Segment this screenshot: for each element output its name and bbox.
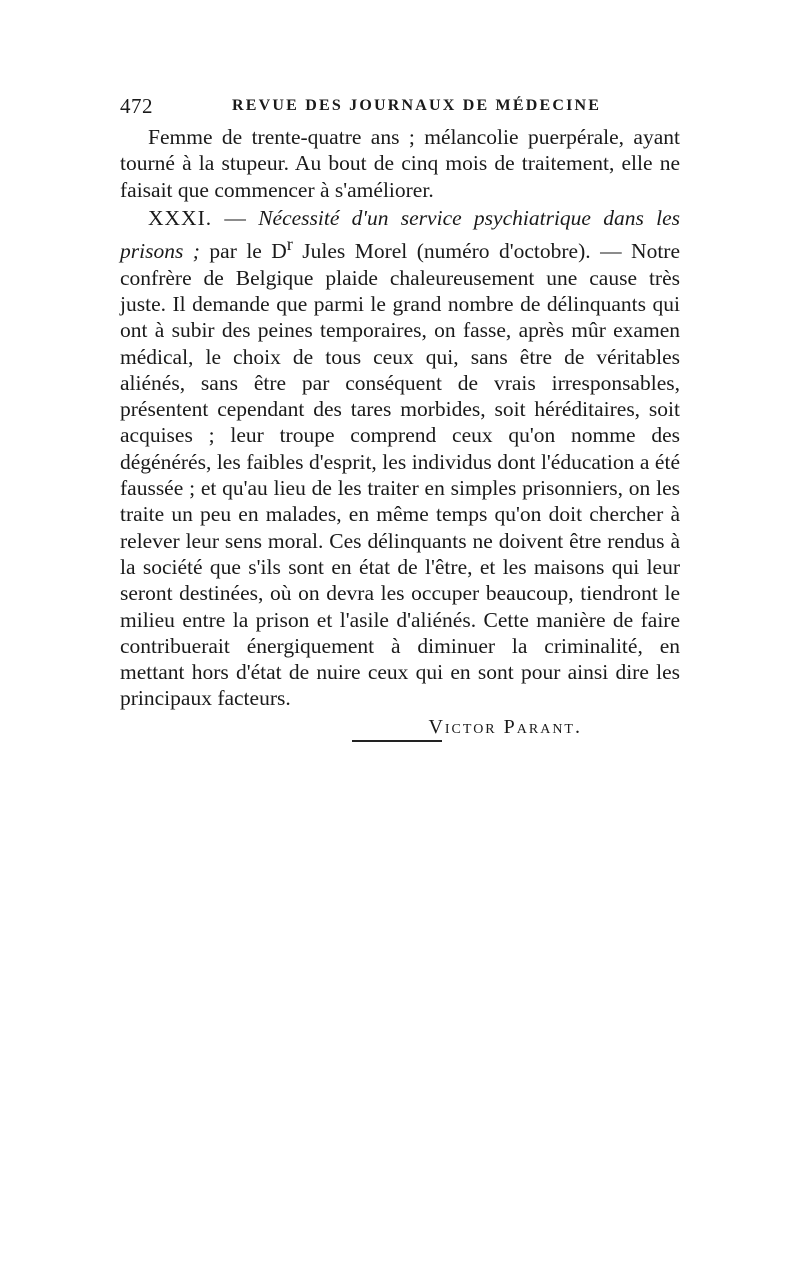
page-number: 472 (120, 94, 153, 118)
body-text (120, 124, 680, 740)
author-superscript: r (286, 234, 293, 255)
paragraph-2-body: — Notre confrère de Belgique plaide chaleureusement une cause très juste. Il demande que parmi le grand nombre de délinquants qui ont à subir des peines temporaires, on fasse, après mûr examen médical, le choix de tous ceux qui, sans être de véritables aliénés, sans être par conséquent de vrais irresponsables, présentent cependant des tares morbides, soit héréditaires, soit acquises ; leur troupe comprend ceux qu'on nomme des dégénérés, les faibles d'esprit, les individus dont l'éducation a été faussée ; et qu'au lieu de les traiter en simples prisonniers, on les traite un peu en malades, en même temps qu'on doit chercher à relever leur sens moral. Ces délinquants ne doivent être rendus à la société que s'ils sont en état de l'être, et les maisons qui leur seront destinées, où on devra les occuper beaucoup, tiendront le milieu entre la prison et l'asile d'aliénés. Cette manière de faire contribuerait énergiquement à diminuer la criminalité, en mettant hors d'état de nuire ceux qui en sont pour ainsi dire les principaux facteurs. (120, 239, 681, 711)
paragraph-1: Femme de trente-quatre ans ; mélancolie puerpérale, ayant tourné à la stupeur. Au bout de cinq mois de traitement, elle ne faisait que commencer à s'améliorer. (120, 125, 680, 202)
section-title: Nécessité d'un service psychiatrique dans les prisons ; (120, 205, 681, 264)
author-prefix: par le D (199, 239, 287, 264)
signature: Victor Parant. (428, 715, 582, 738)
section-dash: — (212, 205, 259, 230)
author-reference: Jules Morel (numéro d'octobre). (292, 239, 591, 264)
running-title: REVUE DES JOURNAUX DE MÉDECINE (232, 97, 602, 114)
section-number: XXXI. (148, 205, 213, 230)
section-divider (352, 740, 442, 742)
page-header (120, 94, 680, 118)
paragraph-2 (120, 205, 680, 712)
